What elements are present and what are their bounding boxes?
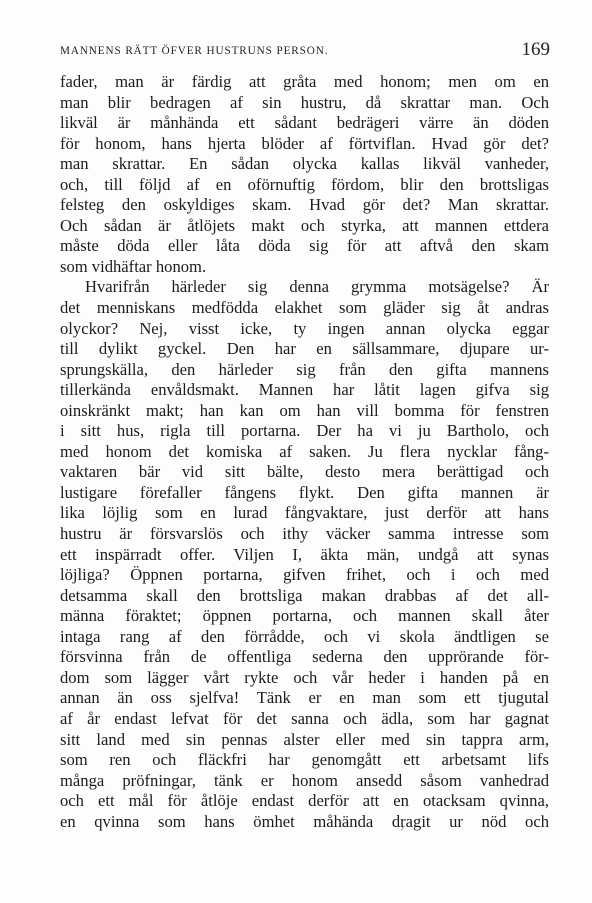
text-line: felsteg den oskyldiges skam. Hvad gör det? Man skrattar. bbox=[60, 195, 549, 215]
text-line: och, till följd af en oförnuftig fördom, blir den brottsligas bbox=[60, 174, 549, 194]
page-number: 169 bbox=[521, 39, 550, 60]
text-line: hustru är försvarslös och ithy väcker samma intresse som bbox=[60, 524, 549, 544]
text-line: löjliga? Öppnen portarna, gifven frihet, och i och med bbox=[60, 565, 549, 585]
paragraph-start-line: Hvarifrån härleder sig denna grymma motsägelse? Är bbox=[85, 277, 549, 297]
text-line: sitt land med sin pennas alster eller med sin tappra arm, bbox=[60, 729, 549, 749]
text-line: dom som lägger vårt rykte och vår heder i handen på en bbox=[60, 667, 549, 687]
text-line: intaga rang af den förrådde, och vi skola ändtligen se bbox=[60, 626, 549, 646]
text-line: vaktaren bär vid sitt bälte, desto mera berättigad och bbox=[60, 462, 549, 482]
text-line: Och sådan är åtlöjets makt och styrka, att mannen ettdera bbox=[60, 215, 549, 235]
page-header bbox=[0, 36, 592, 62]
text-line: likväl är månhända ett sådant bedrägeri värre än döden bbox=[60, 113, 549, 133]
text-line: till dylikt gyckel. Den har en sällsammare, djupare ur- bbox=[60, 339, 549, 359]
text-line: försvinna från de offentliga sederna den upprörande för- bbox=[60, 647, 549, 667]
text-line: man skrattar. En sådan olycka kallas likväl vanheder, bbox=[60, 154, 549, 174]
text-line: med honom det komiska af saken. Ju flera nycklar fång- bbox=[60, 441, 549, 461]
text-line: detsamma skall den brottsliga makan drabbas af det all- bbox=[60, 585, 549, 605]
text-line: i sitt hus, rigla till portarna. Der ha vi ju Bartholo, och bbox=[60, 421, 549, 441]
text-line: det menniskans medfödda elakhet som gläder sig åt andras bbox=[60, 298, 549, 318]
text-line: många pröfningar, tänk er honom ansedd såsom vanhedrad bbox=[60, 770, 549, 790]
paragraph-end-line: som vidhäftar honom. bbox=[60, 256, 207, 276]
running-head: MANNENS RÄTT ÖFVER HUSTRUNS PERSON. bbox=[60, 45, 329, 57]
body-text bbox=[60, 72, 549, 832]
text-line: måste döda eller låta döda sig för att aftvå den skam bbox=[60, 236, 549, 256]
text-line: en qvinna som hans ömhet måhända dragit ur nöd och bbox=[60, 811, 549, 831]
text-line: tillerkända envåldsmakt. Mannen har låtit lagen gifva sig bbox=[60, 380, 549, 400]
text-line: som ren och fläckfri har genomgått ett arbetsamt lifs bbox=[60, 750, 549, 770]
text-line: af år endast lefvat för det sanna och ädla, som har gagnat bbox=[60, 708, 549, 728]
text-line: sprungskälla, den härleder sig från den gifta mannens bbox=[60, 359, 549, 379]
text-line: fader, man är färdig att gråta med honom; men om en bbox=[60, 72, 549, 91]
text-line: ett inspärradt offer. Viljen I, äkta män, undgå att synas bbox=[60, 544, 549, 564]
text-line: männa föraktet; öppnen portarna, och mannen skall åter bbox=[60, 606, 549, 626]
text-line: annan än oss sjelfva! Tänk er en man som ett tjugutal bbox=[60, 688, 549, 708]
text-line: man blir bedragen af sin hustru, då skrattar man. Och bbox=[60, 92, 549, 112]
text-line: olyckor? Nej, visst icke, ty ingen annan olycka eggar bbox=[60, 318, 549, 338]
text-line: lustigare förefaller fångens flykt. Den gifta mannen är bbox=[60, 482, 549, 502]
text-line: och ett mål för åtlöje endast derför att en otacksam qvinna, bbox=[60, 791, 549, 811]
text-line: lika löjlig som en lurad fångvaktare, just derför att hans bbox=[60, 503, 549, 523]
text-line: oinskränkt makt; han kan om han vill bomma för fenstren bbox=[60, 400, 549, 420]
text-line: för honom, hans hjerta blöder af förtviflan. Hvad gör det? bbox=[60, 133, 549, 153]
